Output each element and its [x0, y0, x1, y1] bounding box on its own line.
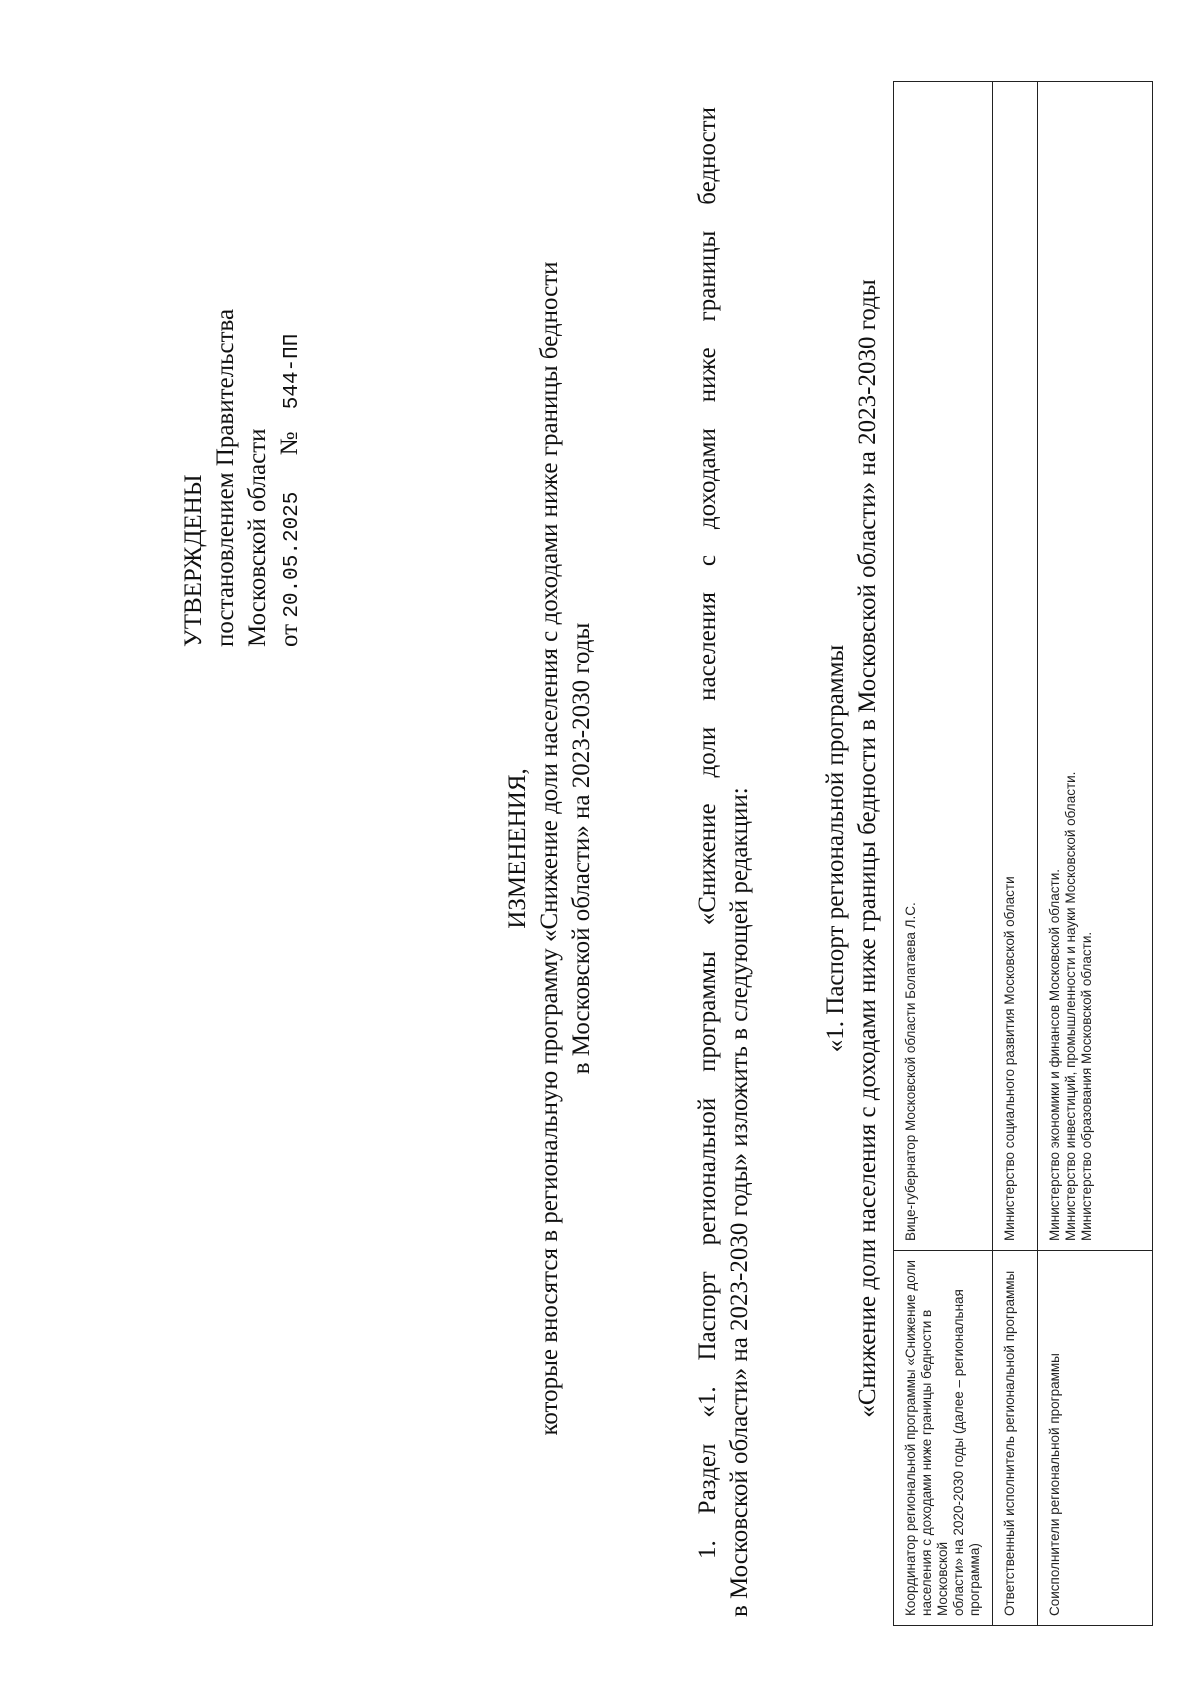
row-value-line: Министерство инвестиций, промышленности и науки Московской области.: [1063, 771, 1078, 1241]
approval-line-2: Московской области: [244, 428, 271, 647]
section-intro-line-2: в Московской области» на 2023-2030 годы» изложить в следующей редакции:: [726, 787, 753, 1617]
approval-number: 544-ПП: [281, 333, 304, 410]
row-value-line: Министерство социального развития Московской области: [1002, 876, 1017, 1241]
number-sign: №: [276, 431, 303, 456]
heading-title: ИЗМЕНЕНИЯ,: [504, 768, 531, 929]
row-label-line: Соисполнители региональной программы: [1047, 1353, 1062, 1616]
row-label-line: области» на 2020-2030 годы (далее – региональная программа): [951, 1289, 982, 1616]
row-label-line: Координатор региональной программы «Снижение доли: [903, 1260, 918, 1616]
row-value-line: Министерство экономики и финансов Московской области.: [1047, 868, 1062, 1241]
approval-line-1: постановлением Правительства: [212, 308, 239, 647]
passport-title-line-2: «Снижение доли населения с доходами ниже границы бедности в Московской области» на 2023-2030 годы: [854, 279, 881, 1418]
row-value-line: Вице-губернатор Московской области Болатаева Л.С.: [903, 902, 918, 1241]
table-row: [993, 82, 1038, 1626]
approved-label: УТВЕРЖДЕНЫ: [180, 474, 207, 647]
row-label: [1038, 1251, 1153, 1626]
passport-title: [820, 0, 884, 1697]
section-intro: [692, 107, 756, 1617]
approval-date: 20.05.2025: [281, 491, 304, 618]
row-value: [894, 82, 993, 1251]
approval-date-line: [274, 309, 309, 647]
row-value: [993, 82, 1038, 1251]
passport-table: [893, 81, 1153, 1626]
heading-subtitle-line-2: в Московской области» на 2023-2030 годы: [568, 622, 595, 1075]
row-value-line: Министерство образования Московской области.: [1079, 931, 1094, 1241]
row-value: [1038, 82, 1153, 1251]
row-label-line: Ответственный исполнитель региональной программы: [1002, 1270, 1017, 1616]
document-heading: [502, 0, 598, 1697]
row-label-line: населения с доходами ниже границы бедности в Московской: [919, 1309, 950, 1616]
table-row: [894, 82, 993, 1626]
date-prefix: от: [276, 623, 303, 647]
approval-stamp: [178, 309, 309, 647]
passport-title-line-1: «1. Паспорт региональной программы: [822, 644, 849, 1053]
section-intro-line-1: 1. Раздел «1. Паспорт региональной программы «Снижение доли населения с доходами ниже границы бедности: [694, 107, 721, 1559]
heading-subtitle-line-1: которые вносятся в региональную программу «Снижение доли населения с доходами ниже границы бедности: [536, 261, 563, 1436]
table-row: [1038, 82, 1153, 1626]
row-label: [894, 1251, 993, 1626]
row-label: [993, 1251, 1038, 1626]
